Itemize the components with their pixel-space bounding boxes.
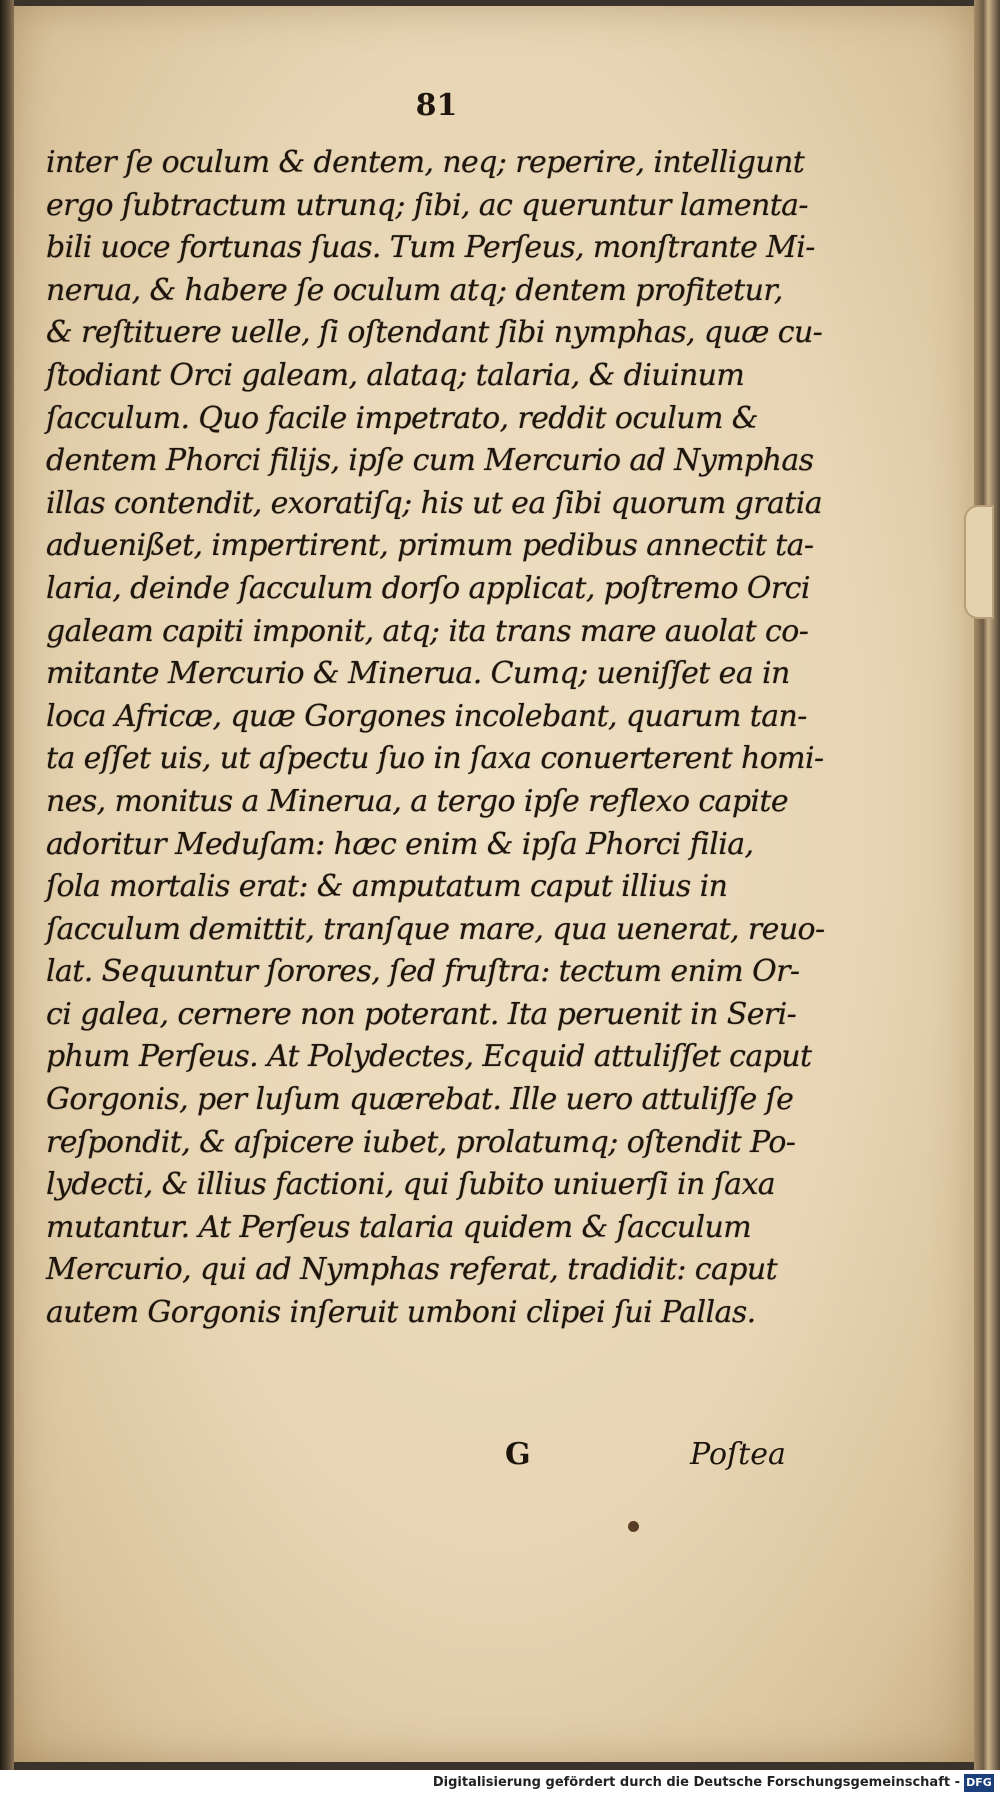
text-line: lydecti, & illius factioni, qui ſubito uniuerſi in ſaxa: [46, 1167, 776, 1203]
text-line: laria, deinde ſacculum dorſo applicat, poſtremo Orci: [46, 570, 810, 606]
text-line: ſacculum. Quo facile impetrato, reddit oculum &: [46, 400, 758, 436]
page-stack-edge: [974, 0, 1000, 1770]
footer-credit: Digitalisierung gefördert durch die Deutsche Forschungsgemeinschaft -: [432, 1775, 960, 1790]
digitization-footer: [0, 1770, 1000, 1797]
text-line: loca Africæ, quæ Gorgones incolebant, quarum tan-: [46, 698, 807, 734]
text-line: aduenißet, impertirent, primum pedibus annectit ta-: [46, 528, 814, 564]
text-line: Mercurio, qui ad Nymphas referat, tradidit: caput: [46, 1252, 778, 1288]
text-line: reſpondit, & aſpicere iubet, prolatumq; oſtendit Po-: [46, 1124, 796, 1160]
dfg-logo-icon: DFG: [964, 1774, 994, 1792]
text-line: Gorgonis, per luſum quærebat. Ille uero attuliſſe ſe: [46, 1082, 794, 1118]
text-line: ſola mortalis erat: & amputatum caput illius in: [46, 869, 728, 905]
catchword-row: [0, 1437, 1000, 1477]
text-line: nerua, & habere ſe oculum atq; dentem profitetur,: [46, 272, 783, 308]
text-line: ta eſſet uis, ut aſpectu ſuo in ſaxa conuerterent homi-: [46, 741, 824, 777]
text-body: [46, 142, 825, 1335]
book-binding-edge: [0, 0, 14, 1770]
text-line: mutantur. At Perſeus talaria quidem & ſacculum: [46, 1209, 752, 1245]
text-line: ci galea, cernere non poterant. Ita peruenit in Seri-: [46, 996, 797, 1032]
text-line: & reſtituere uelle, ſi oſtendant ſibi nymphas, quæ cu-: [46, 315, 823, 351]
text-line: bili uoce fortunas ſuas. Tum Perſeus, monſtrante Mi-: [46, 230, 815, 266]
text-line: dentem Phorci filijs, ipſe cum Mercurio ad Nymphas: [46, 443, 814, 479]
text-line: galeam capiti imponit, atq; ita trans mare auolat co-: [46, 613, 809, 649]
page-number: 81: [415, 88, 458, 123]
text-line: inter ſe oculum & dentem, neq; reperire, intelligunt: [46, 145, 805, 180]
text-line: ſtodiant Orci galeam, alataq; talaria, & diuinum: [46, 357, 745, 393]
text-line: ergo ſubtractum utrunq; ſibi, ac queruntur lamenta-: [46, 187, 808, 223]
signature-mark: G: [505, 1437, 531, 1472]
ink-spot: [628, 1521, 639, 1532]
text-line: lat. Sequuntur ſorores, ſed fruſtra: tectum enim Or-: [46, 954, 800, 990]
text-line: adoritur Meduſam: hæc enim & ipſa Phorci filia,: [46, 826, 754, 862]
text-line: nes, monitus a Minerua, a tergo ipſe reflexo capite: [46, 783, 789, 819]
text-line: illas contendit, exoratiſq; his ut ea ſibi quorum gratia: [46, 485, 822, 521]
catchword: Poſtea: [690, 1437, 786, 1472]
text-line: autem Gorgonis inſeruit umboni clipei ſui Pallas.: [46, 1295, 756, 1331]
text-line: ſacculum demittit, tranſque mare, qua uenerat, reuo-: [46, 911, 825, 947]
text-line: mitante Mercurio & Minerua. Cumq; ueniſſet ea in: [46, 656, 790, 692]
text-line: phum Perſeus. At Polydectes, Ecquid attuliſſet caput: [46, 1039, 812, 1075]
page-tab-mark: [964, 505, 994, 619]
